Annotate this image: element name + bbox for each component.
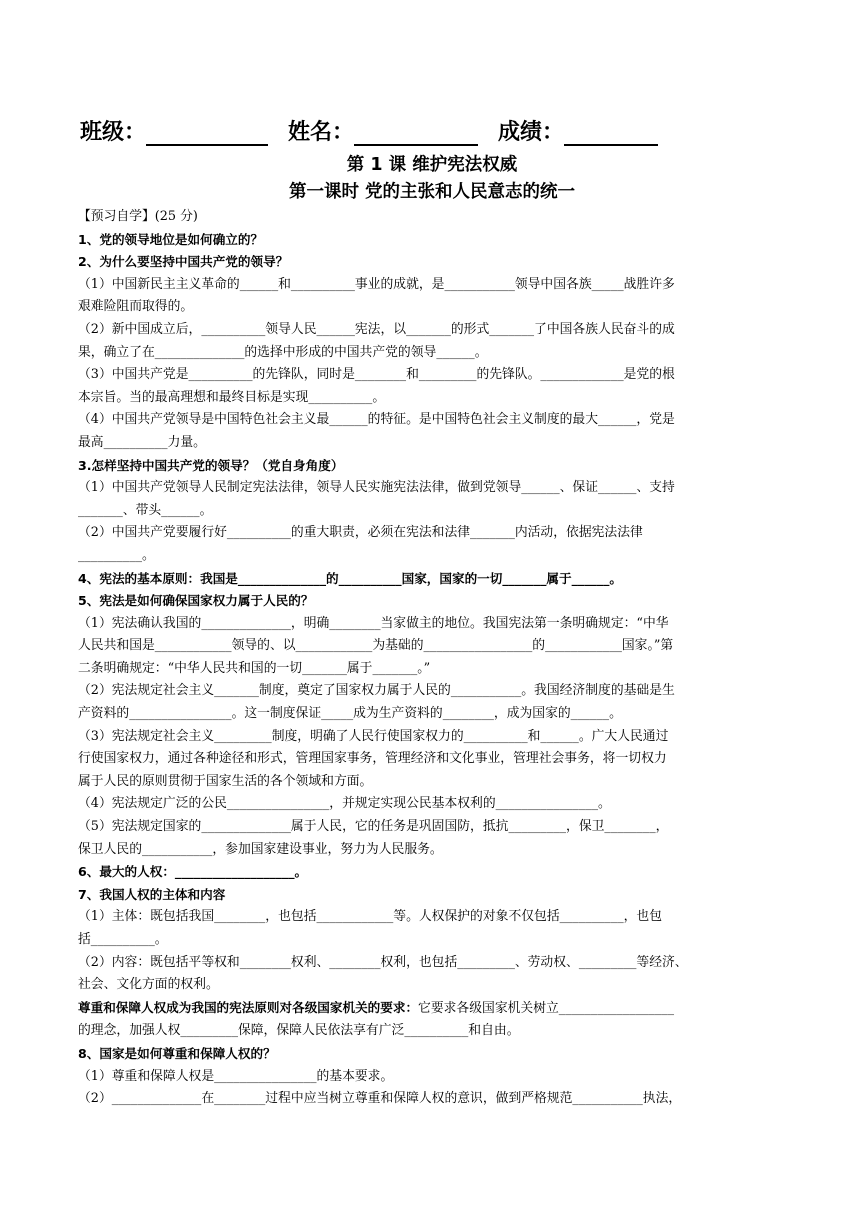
class-label: 班级： [80,120,147,145]
text-line: 产资料的________________。这一制度保证_____成为生产资料的________，成为国家的______。 [78,706,622,722]
text-line: 8、国家是如何尊重和保障人权的？ [78,1045,276,1061]
text-line: （1）中国新民主主义革命的______和__________事业的成就，是___________领导中国各族_____战胜许多 [78,276,675,292]
text-line: （2）新中国成立后，__________领导人民______宪法，以_______的形式_______了中国各族人民奋斗的成 [78,321,675,337]
text-line: （2）内容：既包括平等权和________权利、________权利，也包括_________、劳动权、_________等经济、 [78,954,688,970]
name-field[interactable] [354,118,478,146]
text-line: 7、我国人权的主体和内容 [78,886,226,902]
text-line: 【预习自学】(25 分) [78,209,198,224]
bold-lead-text: 尊重和保障人权成为我国的宪法原则对各级国家机关的要求： [78,999,419,1015]
text-line: 最高__________力量。 [78,434,206,450]
text-line: 3.怎样坚持中国共产党的领导？（党自身角度） [78,457,344,473]
text-line: （2）______________在________过程中应当树立尊重和保障人权的意识，做到严格规范___________执法， [78,1091,682,1107]
text-line: 行使国家权力，通过各种途径和形式，管理国家事务，管理经济和文化事业，管理社会事务，将一切权力 [78,751,667,767]
name-label: 姓名： [288,120,355,145]
text-line: （1）尊重和保障人权是________________的基本要求。 [78,1068,394,1084]
text-line: 社会、文化方面的权利。 [78,977,219,993]
text-line: 人民共和国是____________领导的、以____________为基础的_________________的____________国家。”第 [78,638,674,654]
text-line: 1、党的领导地位是如何确立的？ [78,231,264,247]
text-line: 6、最大的人权：___________________。 [78,864,308,880]
text-line: 2、为什么要坚持中国共产党的领导？ [78,254,289,270]
text-line: （1）宪法确认我国的______________，明确________当家做主的地位。我国宪法第一条明确规定：“中华 [78,615,669,631]
text-line: 5、宪法是如何确保国家权力属于人民的？ [78,593,314,609]
student-info-header [80,112,786,146]
worksheet-page [78,112,786,1111]
text-line: （1）中国共产党领导人民制定宪法法律，领导人民实施宪法法律，做到党领导______、保证______、支持 [78,480,675,496]
text-line: （3）宪法规定社会主义_________制度，明确了人民行使国家权力的__________和______。广大人民通过 [78,728,669,744]
text-line: （2）中国共产党要履行好__________的重大职责，必须在宪法和法律_______内活动，依据宪法法律 [78,525,643,541]
text-line: 括__________。 [78,932,168,947]
text-line: 二条明确规定：“中华人民共和国的一切_______属于_______。” [78,660,431,676]
text-line: 4、宪法的基本原则：我国是______________的__________国家，国家的一切_______属于______。 [78,570,622,586]
lesson-title: 第 1 课 维护宪法权威 [346,155,518,175]
text-line: （2）宪法规定社会主义_______制度，奠定了国家权力属于人民的___________。我国经济制度的基础是生 [78,683,675,699]
text-line: 属于人民的原则贯彻于国家生活的各个领域和方面。 [78,773,373,789]
class-field[interactable] [146,118,268,146]
text-line: （5）宪法规定国家的______________属于人民，它的任务是巩固国防，抵抗_________，保卫________， [78,819,669,835]
text-line: _______、带头______。 [78,502,213,518]
text-line: 本宗旨。当的最高理想和最终目标是实现__________。 [78,389,386,405]
text-line: 的理念，加强人权_________保障，保障人民依法享有广泛__________和自由。 [78,1023,520,1039]
text-line: __________。 [78,547,155,563]
score-field[interactable] [564,118,658,146]
score-label: 成绩： [498,120,565,145]
period-title: 第一课时 党的主张和人民意志的统一 [288,182,576,202]
text-line: （1）主体：既包括我国________，也包括____________等。人权保护的对象不仅包括__________，也包 [78,909,663,925]
text-line: 尊重和保障人权成为我国的宪法原则对各级国家机关的要求：它要求各级国家机关树立__________________ [78,999,674,1016]
worksheet-body [78,206,786,1111]
text-line: 保卫人民的___________，参加国家建设事业，努力为人民服务。 [78,841,443,857]
text-line: （3）中国共产党是__________的先锋队，同时是________和_________的先锋队。_____________是党的根 [78,367,675,383]
text-line: （4）宪法规定广泛的公民________________，并规定实现公民基本权利的________________。 [78,796,611,812]
text-line: （4）中国共产党领导是中国特色社会主义最______的特征。是中国特色社会主义制度的最大______，党是 [78,412,675,428]
text-line: 果，确立了在______________的选择中形成的中国共产党的领导______。 [78,344,488,360]
text-line: 艰难险阻而取得的。 [78,299,194,315]
